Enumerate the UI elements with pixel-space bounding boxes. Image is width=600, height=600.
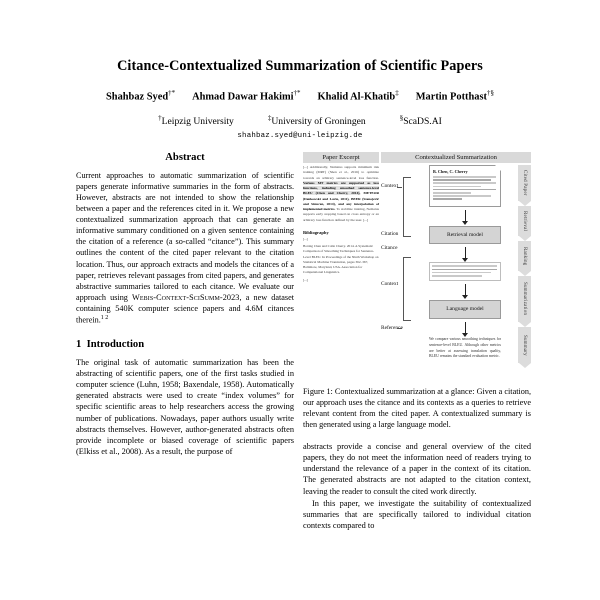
passage-line xyxy=(432,269,497,271)
label-reference: Reference xyxy=(381,325,403,331)
passage-line xyxy=(432,272,491,274)
retrieval-model-box: Retrieval model xyxy=(429,226,501,245)
affiliation-mark: ‡ xyxy=(267,113,272,122)
author-list xyxy=(0,89,600,102)
abstract-heading: Abstract xyxy=(165,152,205,163)
retrieved-passages xyxy=(429,262,501,281)
doc-line xyxy=(433,195,491,197)
stage-retrieval xyxy=(518,206,531,236)
doc-line xyxy=(433,179,491,181)
author-entry xyxy=(106,89,175,102)
figure-header-contextualized-summarization: Contextualized Summarization xyxy=(381,152,531,163)
figure-header-paper-excerpt: Paper Excerpt xyxy=(303,152,379,163)
author-entry xyxy=(416,89,494,102)
arrow-to-passages-icon xyxy=(465,247,466,258)
generated-summary-text: We compare various smoothing techniques for sentence-level BLEU. Although other metrics are better at assessing translation quality, BLEU remains the standard evaluation metric. xyxy=(429,337,501,359)
arrow-to-retrieval-icon xyxy=(465,210,466,221)
excerpt-bold-2: METEOR (Denkowski and Lavie, 2011), BEER (Stanojević and Sima'an, 2014), and any interpolation of implemented metrics. xyxy=(303,191,380,211)
context-bracket-top xyxy=(403,177,411,237)
bibliography-ellipsis-top: [...] xyxy=(303,236,308,241)
affiliation-name: University of Groningen xyxy=(271,115,366,127)
context-bracket-bottom xyxy=(403,257,411,321)
abstract-body xyxy=(76,170,294,326)
arrow-to-language-model-icon xyxy=(465,284,466,295)
cited-paper-document xyxy=(429,165,501,207)
abstract-footnote-marks: 1 2 xyxy=(100,314,109,321)
author-name: Shahbaz Syed xyxy=(106,91,169,103)
doc-line xyxy=(433,182,496,184)
abstract-text-part-1: Current approaches to automatic summarization of scientific papers generate informative summaries in the form of abstracts. However, abstracts are not intended to show the relationship between a paper and the references cited in it. We propose a new contextualized summarization approach that can generate an informative summary conditioned on a given sentence containing the citation of a reference (a so-called “citance”). This summary outlines the content of the cited paper relevant to the citation location. Thus, our approach extracts and models the citances of a paper, retrieves relevant passages from cited papers, and generates abstractive summaries tailored to each citance. We evaluate our approach using xyxy=(76,171,294,302)
bibliography-entry: Boxing Chen and Colin Cherry. 2014. A Systematic Comparison of Smoothing Techniques for Sentence-Level BLEU. In Proceedings of the Ninth Workshop on Statistical Machine Translation, pages 362–367, Baltimore, Maryland, USA. Association for Computational Linguistics. xyxy=(303,244,379,275)
section-number: 1 xyxy=(76,338,82,350)
affiliation-entry xyxy=(158,114,234,127)
stage-label: Retrieval xyxy=(522,210,527,232)
passage-line xyxy=(432,275,482,277)
bibliography-heading: Bibliography xyxy=(303,229,329,235)
paper-excerpt-panel xyxy=(303,165,379,283)
language-model-box: Language model xyxy=(429,300,501,319)
label-context-top: Context xyxy=(381,183,399,189)
stage-summarization xyxy=(518,276,531,322)
doc-line xyxy=(433,189,496,191)
label-citance: Citance xyxy=(381,245,398,251)
author-name: Ahmad Dawar Hakimi xyxy=(192,91,294,103)
author-marks: †* xyxy=(168,89,176,98)
excerpt-plain-1: [...] Additionally, Nematus supports minimum risk training (MRT) (Shen et al., 2016) to optimize towards an arbitrary sentence-level loss function. xyxy=(303,165,379,180)
connector-dash-reference xyxy=(397,328,402,329)
right-column-paragraph-1: abstracts provide a concise and general overview of the cited papers, they do not meet the information need of readers trying to understand the relevance of a paper in the context of its citation. The generated abstracts are not adapted to the citation context, leaving the reader to consult the cited work directly. xyxy=(303,441,531,496)
page-fold-icon xyxy=(495,165,501,171)
author-entry xyxy=(192,89,300,102)
introduction-paragraph: The original task of automatic summarization has been the abstracting of scientific papers, one of the first tasks studied in computer science (Luhn, 1958; Baxendale, 1958). Automatically generated abstracts were used to create “index volumes” for specific scientific areas to help researchers access the growing number of publications. Nowadays, paper authors usually write abstracts themselves. However, author-generated abstracts often provide incomplete or biased coverage of scientific papers (Elkiss et al., 2008). As a result, the purpose of xyxy=(76,357,294,457)
contact-email[interactable]: shahbaz.syed@uni-leipzig.de xyxy=(237,131,363,140)
author-name: Khalid Al-Khatib xyxy=(317,91,396,103)
figure-headers xyxy=(303,152,531,163)
affiliation-mark: § xyxy=(399,113,404,122)
title-block xyxy=(0,0,600,140)
stage-cited-paper xyxy=(518,165,531,201)
label-citation: Citation xyxy=(381,231,399,237)
page-title: Citance-Contextualized Summarization of Scientific Papers xyxy=(117,58,483,74)
body-columns xyxy=(0,152,600,600)
bibliography-ellipsis-bottom: [...] xyxy=(303,277,308,282)
figure-1 xyxy=(303,152,531,380)
left-column xyxy=(76,152,294,458)
pipeline-column xyxy=(429,165,501,360)
affiliation-entry xyxy=(268,114,366,127)
stage-label: Summarization xyxy=(522,282,527,316)
figure-body xyxy=(303,165,531,380)
section-heading-introduction xyxy=(76,339,294,350)
figure-caption: Figure 1: Contextualized summarization at a glance: Given a citation, our approach uses the citance and its contexts as a queries to retrieve relevant content from the cited paper. A contextualized summary is then generated using a large language model. xyxy=(303,387,531,429)
author-entry xyxy=(318,89,399,102)
passage-line xyxy=(432,265,497,267)
stage-label: Summary xyxy=(522,334,527,356)
excerpt-plain-2: To stabilize training, Nematus supports early stopping based on cross entropy or an arbitrary loss function defined by the user. [...] xyxy=(303,207,379,222)
doc-line xyxy=(433,176,496,178)
excerpt-text xyxy=(303,165,379,223)
doc-line xyxy=(433,192,471,194)
author-marks: †* xyxy=(293,89,301,98)
pipeline-stage-chevrons xyxy=(518,165,531,377)
author-marks: ‡ xyxy=(395,89,399,98)
doc-line xyxy=(433,198,462,200)
section-title: Introduction xyxy=(86,338,145,350)
stage-ranking xyxy=(518,241,531,271)
right-column xyxy=(303,152,531,531)
figure-label-column xyxy=(381,169,425,369)
stage-label: Cited Paper xyxy=(522,170,527,196)
author-name: Martin Potthast xyxy=(415,91,487,103)
author-marks: †§ xyxy=(486,89,494,98)
affiliation-list xyxy=(0,114,600,127)
affiliation-name: Leipzig University xyxy=(161,115,234,127)
stage-summary xyxy=(518,327,531,363)
excerpt-bold-1: Various MT metrics are supported as loss functions, including smoothed sentence-level BLEU (Chen and Cherry, 2014), xyxy=(303,180,379,196)
abstract-text-part-2: , a new dataset containing 540K computer science papers and 4.6M citances therein. xyxy=(76,292,294,325)
doc-line xyxy=(433,186,481,188)
cited-paper-title: B. Chen, C. Cherry xyxy=(433,169,468,174)
right-column-paragraph-2: In this paper, we investigate the suitability of contextualized summaries that are specifically tailored to individual citation contexts compared to xyxy=(303,498,531,531)
affiliation-entry xyxy=(400,114,442,127)
dataset-name: Webis-Context-SciSumm-2023 xyxy=(132,292,240,302)
affiliation-name: ScaDS.AI xyxy=(403,115,442,127)
affiliation-mark: † xyxy=(158,113,162,122)
stage-label: Ranking xyxy=(522,246,527,266)
label-context-bottom: Context xyxy=(381,281,399,287)
arrow-to-summary-icon xyxy=(465,322,466,333)
